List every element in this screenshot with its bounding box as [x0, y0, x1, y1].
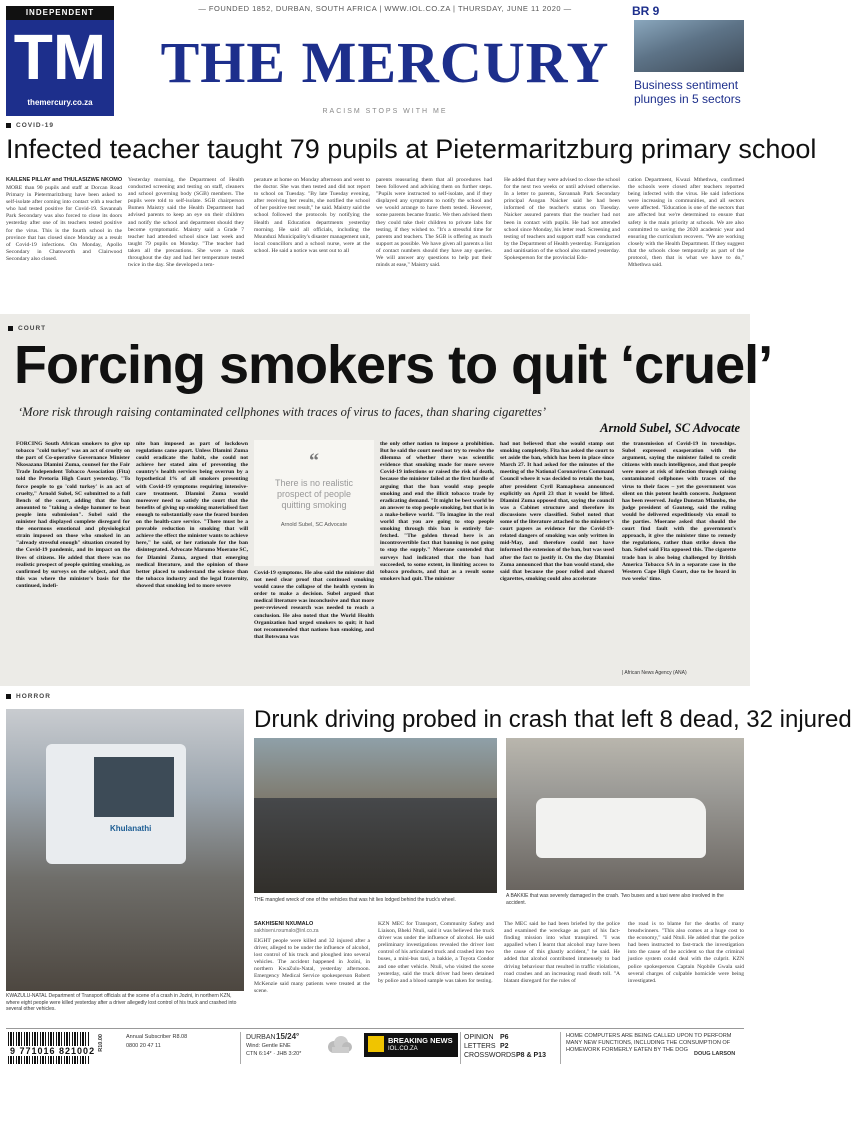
subscriber-price: Annual Subscriber R8.08: [126, 1034, 188, 1040]
crash-bakkie-caption: A BAKKIE that was severely damaged in the crash. Two buses and a taxi were also involved in the accident.: [506, 893, 724, 906]
cloud-icon: [326, 1034, 354, 1054]
crash-bakkie-photo[interactable]: [506, 738, 744, 890]
pull-quote-attribution: Arnold Subel, SC Advocate: [280, 522, 348, 528]
court-pull-quote: [254, 440, 374, 566]
covid-headline[interactable]: Infected teacher taught 79 pupils at Pietermaritzburg primary school: [6, 134, 817, 164]
index-crosswords[interactable]: CROSSWORDS: [464, 1052, 516, 1059]
footer-rule: [6, 1028, 744, 1029]
court-column-4: the only other nation to impose a prohibition. But he said the court need not try to resolve the dilemma of whether there was scientific evidence that smoking made for more severe Covid-19 infections or raised the risk of death, because the minister failed at the first hurdle of arguing that the ban would stop people smoking and end the illicit tobacco trade by eradicating demand. "It might be best world be an answer to stop people smoking, but that is in a make-believe world. "To imagine in the real world that you are going to stop people smoking through this ban is entirely far-fetched. "The golden thread here is an incontrovertible fact that banning is not going to stop the supply." Moerane contended that surveys had indicated that the ban had succeeded, to some extent, in limiting access to tobacco products, and that as a result some smokers had quit. The minister: [380, 441, 494, 582]
masthead-info-line: — FOUNDED 1852, DURBAN, SOUTH AFRICA | WWW.IOL.CO.ZA | THURSDAY, JUNE 11 2020 —: [198, 4, 572, 13]
court-column-1: FORCING South African smokers to give up tobacco "cold turkey" was an act of cruelty on the part of Co-operative Governance Minister Nkosazana Dlamini Zuma, counsel for the Fair Trade Independent Tobacco Association (Fita) told the Pretoria High Court yesterday. "To force people to go 'cold turkey' is an act of cruelty," Arnold Subel, SC submitted to a full Bench of the court, adding that the ban amounted to "taking a sledge hammer to beat people into submission". Subel said the minister had displayed complete disregard for the enormous emotional and physiological strain imposed on those who smoked in an "already stressful enough" situation created by the Covid-19 pandemic, and its impact on the lives of citizens. He added that there was no realistic prospect of people quitting smoking, as confirmed by surveys on the subject, and that this was where the minister's basis for the continued, indefi-: [16, 441, 130, 589]
subscriber-phone: 0800 20 47 11: [126, 1043, 161, 1049]
truck-window-shape: [94, 757, 174, 817]
index-letters-page: P2: [500, 1043, 509, 1050]
promo-teaser[interactable]: Business sentiment plunges in 5 sectors: [634, 78, 741, 106]
horror-byline: SAKHISENI NXUMALO: [254, 921, 314, 927]
court-kicker: COURT: [8, 325, 46, 332]
pull-quote-text: There is no realistic prospect of people quitting smoking: [274, 478, 354, 510]
horror-column-2: KZN MEC for Transport, Community Safety and Liaison, Bheki Ntuli, said it was believed the truck driver was under the influence of alcohol. He said preliminary investigations revealed the driver lost control of his articulated truck and crashed into two buses, a mini-bus taxi, a bakkie, a Toyota Condor and one other vehicle. Ntuli, who visited the scene yesterday, said the truck driver had been detained by police and a blood sample was taken for testing.: [378, 921, 494, 984]
newspaper-title: THE MERCURY: [160, 30, 610, 95]
promo-section-tag: BR 9: [632, 4, 660, 18]
crash-truck-caption: KWAZULU-NATAL Department of Transport officials at the scene of a crash in Jozini, in northern KZN, where eight people were killed yesterday after a driver allegedly lost control of his truck and crashed into several other vehicles.: [6, 993, 237, 1012]
covid-column-3: perature at home on Monday afternoon and went to the doctor. She was then tested and did not report to school on Tuesday. "By late Tuesday evening, after receiving her results, she notified the school of her positive test result," he said. Maistry said the school followed the protocols by notifying the Health and Education departments yesterday morning. He said all officials, including the Msunduzi Municipality's disaster management unit, local councillors and a school nurse, were at the school. He said a notice was sent out to all: [254, 177, 370, 254]
horror-column-3: The MEC said he had been briefed by the police and examined the wreckage as part of his fact-finding mission into what transpired. "I was appalled when I learnt that alcohol may have been the cause of this ghastly accident," he said. He added that alcohol contributed immensely to bad driving behaviour that resulted in traffic violations, road crashes and an increasing road death toll. "A blatant disregard for the rules of: [504, 921, 620, 984]
horror-column-1: EIGHT people were killed and 32 injured after a driver, alleged to be under the influence of alcohol, lost control of his truck and ploughed into several vehicles. The accident happened in Jozini, in northern KwaZulu-Natal, yesterday afternoon. Emergency Medical Service spokesperson Robert McKenzie said many patients were treated at the scene.: [254, 938, 370, 994]
covid-column-5: He added that they were advised to close the school for the next two weeks or until advised otherwise. In a letter to parents, Savannah Park Secondary principal Asogan Naicker said he had been informed of the teacher's status on Tuesday. Naicker assured parents that the teacher had not been in contact with pupils. He had not attended school since Monday, his letter read. Screening and testing of teachers and support staff was conducted by the Department of Health yesterday. Fumigation and sanitisation of the school also started yesterday. Spokesperson for the provincial Edu-: [504, 177, 620, 262]
covid-column-4: parents reassuring them that all procedures had been followed and advising them on further steps. "Pupils were instructed to self-isolate, and if they displayed any symptoms to notify the school and we would arrange to have them tested. However, some parents became frantic. We then advised them they could take their children to private labs for testing, if they wished to. "It's a stressful time for parents and teachers. The SGB is offering as much support as possible. We have given all parents a list of contact numbers should they have any queries. We will answer any questions to help put their minds at ease," Maistry said.: [376, 177, 492, 269]
covid-byline: KAILENE PILLAY and THULASIZWE NKOMO: [6, 177, 123, 183]
court-deck-quote: ‘More risk through raising contaminated cellphones with traces of virus to faces, than sharing cigarettes’: [18, 405, 547, 419]
horror-byline-email[interactable]: sakhiseni.nxumalo@inl.co.za: [254, 928, 319, 934]
court-column-6: the transmission of Covid-19 in townships. Subel expressed exasperation with the argument, saying the minister failed to credit citizens with much intelligence, and that people were more at risk of infection through raising contaminated cellphones with traces of the virus to their faces – yet the government was silent on this potent health concern. Judgment has been reserved. Judge Dunstan Mlambo, the judge president of Gauteng, said the ruling would be delivered expeditiously via email to the parties. Moerane asked that should the court find fault with the government's approach, it give the minister time to remedy the regulations, rather than strike down the ban. Subel said Fita opposed this. The cigarette trade ban is also being challenged by British America Tobacco SA in a separate case in the Western Cape High Court, due to be heard in two weeks' time.: [622, 441, 736, 582]
truck-logo-text: Khulanathi: [110, 824, 152, 833]
covid-column-1: MORE than 90 pupils and staff at Dorcan Road Primary in Pietermaritzburg have been asked to self-isolate after coming into contact with a teacher who had tested positive for Covid-19. Savannah Park Secondary was also forced to close its doors yesterday after one of its teachers tested positive for the virus. This is the fourth school in the province that has closed since Monday as a result of Covid-19 infections. On Monday, Apollo Secondary in Chatsworth and Clairwood Secondary also closed.: [6, 185, 122, 262]
crowd-shape: [254, 798, 497, 893]
court-column-2: nite ban imposed as part of lockdown regulations came apart. Unless Dlamini Zuma could eradicate the habit, she could not achieve her stated aim of preventing the country's health services being overrun by a hypothetical 1% of all smokers presenting with Covid-19 symptoms requiring intensive-care treatment. Dlamini Zuma would moreover need to satisfy the court that the benefits of giving up smoking materialised fast enough to substantially ease the feared burden on the health-care service. "There must be a provable reduction in smoking that will achieve the effect the minister wants to achieve here," he said, or her rationale for the ban disintegrated. Advocate Marumo Moerane SC, for Dlamini Zuma, argued that emerging medical literature, and the opinion of those better placed to understand the science than the tobacco industry and the legal fraternity, showed that smoking led to more severe: [136, 441, 248, 589]
footer-quote: HOME COMPUTERS ARE BEING CALLED UPON TO PERFORM MANY NEW FUNCTIONS, INCLUDING THE CONSUMPTION OF HOMEWORK FORMERLY EATEN BY THE DOG: [566, 1033, 732, 1053]
index-letters[interactable]: LETTERS: [464, 1043, 496, 1050]
court-column-3: Covid-19 symptoms. He also said the minister did not need clear proof that continued smoking would cause the collapse of the health system in order to make a decision. Subel argued that medical literature was inconclusive and that more peer-reviewed research was needed to reach a conclusion. He also noted that the World Health Organization had urged smokers to quit; it had not recommended that nations ban smoking, and that Botswana was: [254, 570, 374, 640]
footer-divider: [240, 1032, 241, 1064]
lightning-icon: [368, 1036, 384, 1052]
index-opinion[interactable]: OPINION: [464, 1034, 494, 1041]
index-crosswords-page: P8 & P13: [516, 1052, 546, 1059]
breaking-news-url: IOL.CO.ZA: [388, 1046, 418, 1052]
court-deck-attribution: Arnold Subel, SC Advocate: [600, 421, 740, 435]
weather-city: DURBAN: [246, 1034, 276, 1041]
quote-mark-icon: “: [309, 450, 319, 472]
breaking-news-badge[interactable]: [364, 1033, 458, 1057]
horror-headline[interactable]: Drunk driving probed in crash that left 8 dead, 32 injured: [254, 706, 852, 733]
footer-divider: [460, 1032, 461, 1064]
logo-independent-label: INDEPENDENT: [6, 6, 114, 20]
barcode-number: 9 771016 821002: [10, 1046, 96, 1056]
masthead-tagline: RACISM STOPS WITH ME: [322, 108, 448, 115]
footer-quote-author: DOUG LARSON: [694, 1051, 736, 1057]
crash-wreck-caption: THE mangled wreck of one of the vehicles that was hit lies lodged behind the truck's wheel.: [254, 897, 456, 903]
covid-column-2: Yesterday morning, the Department of Health conducted screening and testing on staff, cleaners and school governing body (SGB) members. The pupils were told to self-isolate. SGB chairperson Bumen Maistry said the Health Department had advised parents to keep an eye on their children and notify the school and department should they become symptomatic. Maistry said a Grade 7 teacher had attended school since last week and taught 79 pupils on Monday. "The teacher had taken all the precautions. She wore a mask throughout the day and had her temperature tested twice in the day. She developed a tem-: [128, 177, 244, 269]
covid-kicker: COVID-19: [6, 122, 54, 129]
masthead-logo[interactable]: [6, 6, 114, 116]
footer-divider: [560, 1032, 561, 1064]
horror-column-4: the road is to blame for the deaths of many breadwinners. "This also comes at a huge cost to the economy," said Ntuli. He added that the police had been instructed to fast-track the investigation into the cause of the accident so that the criminal justice system could deal with the culprit. KZN police spokesperson Captain Nqobile Gwala said several charges of culpable homicide were being investigated.: [628, 921, 744, 984]
promo-image[interactable]: [634, 20, 744, 72]
bakkie-shape: [536, 798, 706, 858]
price: R10.00: [98, 1034, 104, 1052]
weather-wind: Wind: Gentle ENE: [246, 1043, 291, 1049]
covid-column-6: cation Department, Kwazi Mthethwa, confirmed the schools were closed after teachers reported being infected with the virus. He said infections were increasing in communities, and all sectors were affected. "Education is one of the sectors that are affected but we're determined to ensure that safety is the main priority at schools. We are also committed to saving the 2020 academic year and ensuring the curriculum recovers. "We are working closely with the Health Department. If they suggest that the schools close temporarily as part of the protocol, then that is what we have to do," Mthethwa said.: [628, 177, 744, 269]
court-column-5: had not believed that she would stamp out smoking completely. Fita has asked the court to set aside the ban, which has been in place since March 27. It had asked for the minutes of the meeting of the National Coronavirus Command Council where it was decided to retain the ban, after president Cyril Ramaphosa announced explicitly on April 23 that it would be lifted. Dlamini Zuma opposed that, saying the council was a Cabinet structure and therefore its discussions were classified. Subel noted that some of the literature attached to the minister's court papers as evidence for the Covid-19-related dangers of smoking was only written in mid-May, and therefore could not have informed the extension of the ban, but was used after the fact to justify it. On the day Dlamini Zuma announced that the ban would stand, she said that because the poor rolled and shared cigarettes, smoking could also accelerate: [500, 441, 614, 582]
court-credit: | African News Agency (ANA): [622, 670, 687, 676]
breaking-news-title: BREAKING NEWS: [388, 1036, 453, 1045]
court-headline[interactable]: Forcing smokers to quit ‘cruel’: [14, 335, 773, 395]
index-opinion-page: P6: [500, 1034, 509, 1041]
weather-tides: CTN 6:14* · JHB 3:20*: [246, 1051, 302, 1057]
crash-wreck-photo[interactable]: [254, 738, 497, 893]
logo-url: themercury.co.za: [27, 98, 93, 107]
crash-truck-photo[interactable]: [6, 709, 244, 991]
weather-temp: 15/24°: [276, 1032, 300, 1041]
logo-letters: TM: [13, 21, 107, 93]
horror-kicker: HORROR: [6, 693, 51, 700]
